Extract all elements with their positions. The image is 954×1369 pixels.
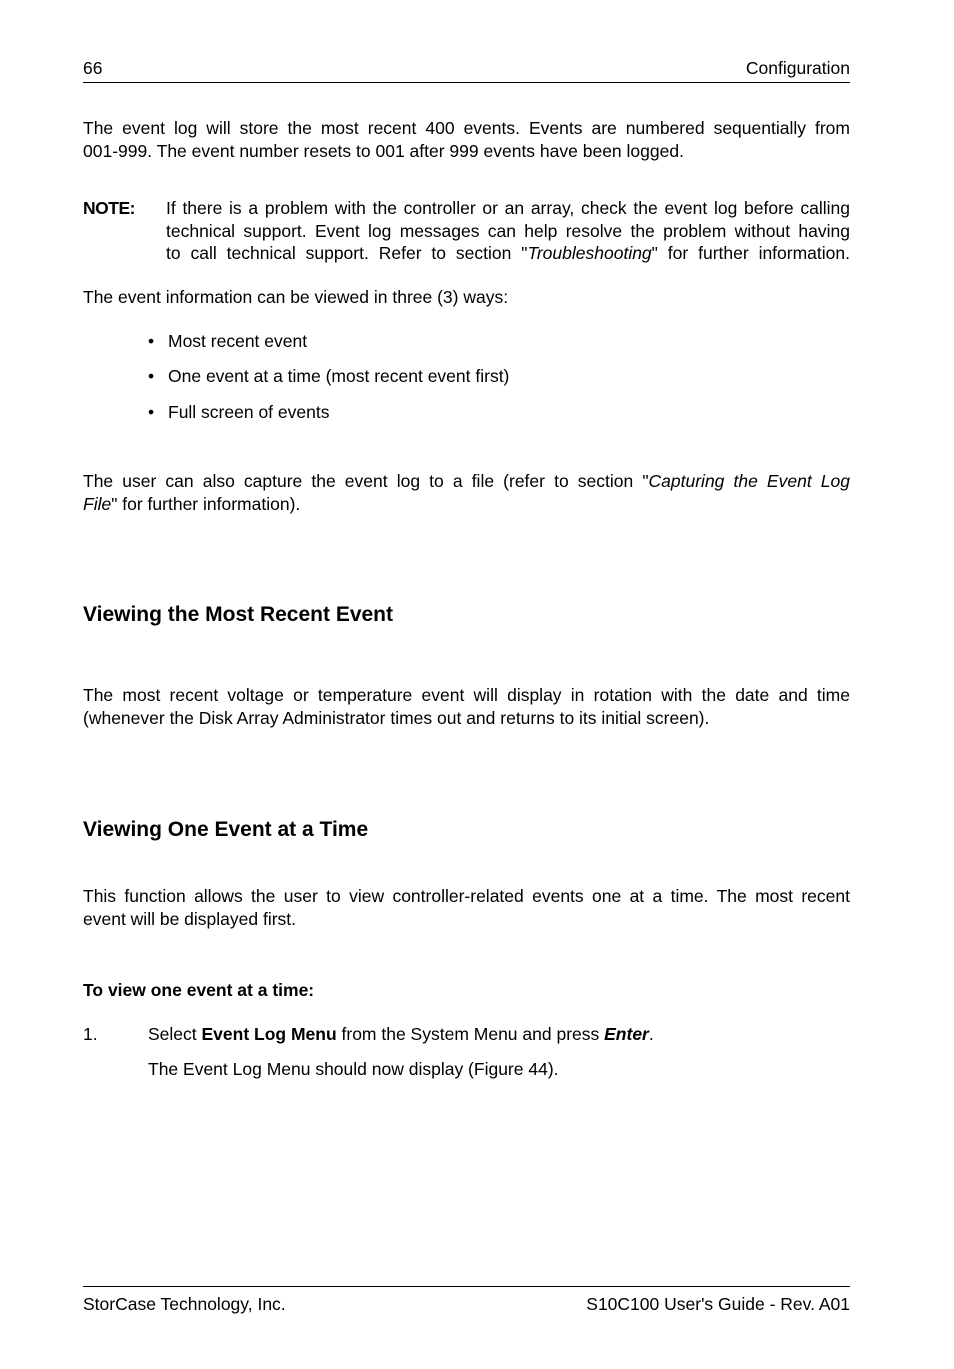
intro-line: The event log will store the most recent 400 events. Events are numbered sequentially from (83, 118, 850, 138)
ways-intro (83, 286, 850, 309)
step-text: . (648, 1024, 654, 1044)
step-result: The Event Log Menu should now display (Figure 44). (148, 1059, 559, 1079)
capture-reference[interactable]: Capturing the Event Log (648, 471, 850, 491)
procedure-title: To view one event at a time: (83, 980, 315, 1000)
heading-text: Viewing the Most Recent Event (83, 603, 394, 626)
footer-rule (83, 1286, 850, 1287)
key-name: Enter (604, 1024, 649, 1044)
section-heading-one-event (83, 817, 368, 843)
heading-text: Viewing One Event at a Time (83, 818, 369, 841)
step-instruction (148, 1023, 654, 1046)
note-body (166, 197, 850, 265)
ways-intro-line: The event information can be viewed in three (3) ways: (83, 287, 509, 307)
page-number: 66 (83, 58, 103, 78)
list-item (148, 365, 509, 388)
capture-text: The user can also capture the event log to a file (refer to section " (83, 471, 649, 491)
note-line: If there is a problem with the controller or an array, check the event log before calling (166, 198, 850, 218)
capture-reference[interactable]: File (83, 493, 112, 514)
paragraph-line: event will be displayed first. (83, 908, 297, 929)
note-label: NOTE: (83, 198, 135, 218)
capture-paragraph (83, 470, 850, 515)
most-recent-paragraph (83, 684, 850, 729)
capture-text: " for further information). (111, 493, 301, 514)
capture-line (83, 470, 850, 493)
footer-document: S10C100 User's Guide - Rev. A01 (586, 1294, 850, 1314)
one-event-paragraph (83, 885, 850, 930)
troubleshooting-reference[interactable]: Troubleshooting (527, 243, 652, 263)
header-rule (83, 82, 850, 83)
intro-paragraph (83, 117, 850, 162)
bullet-icon: • (148, 331, 155, 351)
paragraph-line: (whenever the Disk Array Administrator times out and returns to its initial screen). (83, 707, 710, 728)
paragraph-line: The most recent voltage or temperature event will display in rotation with the date and time (83, 685, 850, 705)
note-text: " for further information. (651, 243, 850, 263)
bullet-icon: • (148, 402, 155, 422)
menu-name: Event Log Menu (201, 1024, 337, 1044)
list-item-text: Most recent event (168, 331, 308, 351)
intro-line: 001-999. The event number resets to 001 after 999 events have been logged. (83, 140, 684, 161)
paragraph-line: This function allows the user to view controller-related events one at a time. The most recent (83, 886, 850, 906)
bullet-icon: • (148, 366, 155, 386)
capture-line (83, 493, 850, 516)
footer-company: StorCase Technology, Inc. (83, 1294, 286, 1314)
step-text: Select (148, 1024, 202, 1044)
note-line (166, 242, 850, 265)
list-item-text: One event at a time (most recent event first) (168, 366, 510, 386)
list-item (148, 401, 329, 424)
note-text: to call technical support. Refer to section " (166, 243, 528, 263)
section-heading-most-recent (83, 602, 393, 628)
list-item (148, 330, 307, 353)
section-title: Configuration (745, 58, 850, 78)
step-text: from the System Menu and press (336, 1024, 605, 1044)
step-number: 1. (83, 1024, 98, 1044)
note-line: technical support. Event log messages can help resolve the problem without having (166, 220, 850, 241)
list-item-text: Full screen of events (168, 402, 330, 422)
